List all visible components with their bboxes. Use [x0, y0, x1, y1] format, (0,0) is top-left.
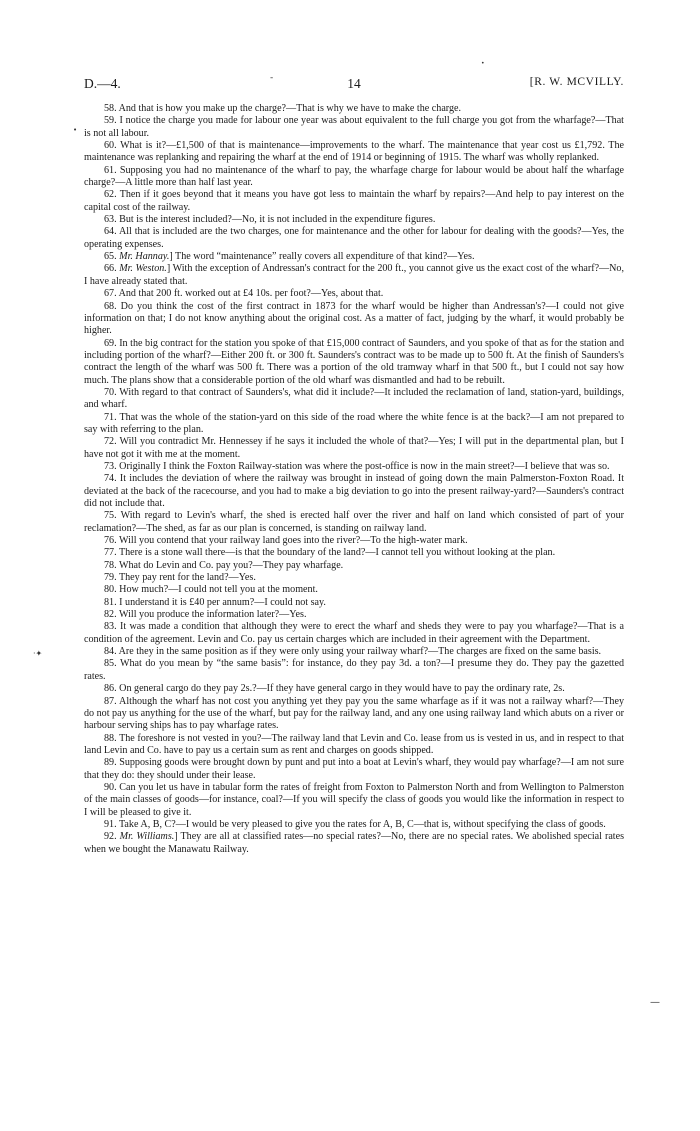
- paragraph-text: All that is included are the two charges, one for maintenance and the other for labour for dealing with the goods?—Yes, the operating expenses.: [84, 226, 624, 250]
- question-number: 61.: [104, 164, 117, 176]
- transcript-paragraph: [84, 140, 624, 165]
- question-number: 77.: [104, 547, 117, 559]
- page-header: [84, 76, 624, 92]
- question-number: 75.: [104, 510, 117, 522]
- question-number: 79.: [104, 572, 117, 584]
- question-number: 74.: [104, 473, 117, 485]
- transcript-paragraph: [84, 646, 624, 658]
- question-number: 66.: [104, 263, 117, 275]
- paragraph-text: What is it?—£1,500 of that is maintenance—improvements to the wharf. The maintenance that year cost us £1,792. The maintenance was replanking and repairing the wharf at the end of 1914 or beginning of 1915. The wharf was wholly replanked.: [84, 140, 624, 164]
- speaker-name: Mr. Weston.: [119, 263, 167, 275]
- question-number: 89.: [104, 757, 117, 769]
- question-number: 65.: [104, 251, 117, 263]
- paragraph-text: I understand it is £40 per annum?—I could not say.: [119, 596, 326, 608]
- question-number: 84.: [104, 646, 117, 658]
- speaker-name: Mr. Hannay.: [119, 251, 170, 263]
- paragraph-text: Although the wharf has not cost you anything yet they pay you the same wharfage as if it was not a railway wharf?—They do not pay us anything for the use of the wharf, but pay for the railway land, and any one using railway land which abuts on a river or harbour serving ships has to pay wharfage rates.: [84, 695, 624, 732]
- question-number: 69.: [104, 337, 117, 349]
- speaker-name: Mr. Williams.: [119, 831, 175, 843]
- margin-mark: -: [270, 73, 274, 83]
- transcript-paragraph: [84, 597, 624, 609]
- margin-mark: —: [650, 997, 660, 1008]
- question-number: 78.: [104, 559, 117, 571]
- paragraph-text: Supposing you had no maintenance of the wharf to pay, the wharfage charge for labour would be about half the wharfage charge?—A little more than half last year.: [84, 164, 624, 189]
- paragraph-text: Will you contend that your railway land goes into the river?—To the high-water mark.: [118, 535, 468, 547]
- question-number: 83.: [104, 621, 117, 633]
- transcript-paragraph: [84, 103, 624, 115]
- paragraph-text: On general cargo do they pay 2s.?—If they have general cargo in they would have to pay the ordinary rate, 2s.: [119, 683, 565, 695]
- question-number: 70.: [104, 386, 117, 398]
- transcript-paragraph: [84, 782, 624, 819]
- transcript-paragraph: [84, 436, 624, 461]
- transcript-body: [84, 103, 624, 856]
- paragraph-text: How much?—I could not tell you at the moment.: [119, 584, 318, 596]
- transcript-paragraph: [84, 560, 624, 572]
- transcript-paragraph: [84, 535, 624, 547]
- witness-name: [R. W. MCVILLY.: [529, 76, 624, 88]
- paragraph-text: I notice the charge you made for labour one year was about equivalent to the full charge you got from the wharfage?—That is not all labour.: [84, 115, 624, 139]
- transcript-paragraph: [84, 547, 624, 559]
- paragraph-text: And that is how you make up the charge?—That is why we have to make the charge.: [118, 103, 462, 114]
- page-number: 14: [347, 76, 361, 91]
- transcript-paragraph: [84, 683, 624, 695]
- question-number: 64.: [104, 226, 117, 238]
- paragraph-text: Do you think the cost of the first contract in 1873 for the wharf would be higher than Andressan's?—I could not give information on that; I do not know anything about the original cost. As a matter of fact, judging by the wharf, it would probably be higher.: [84, 300, 624, 337]
- transcript-paragraph: [84, 288, 624, 300]
- transcript-paragraph: [84, 658, 624, 683]
- question-number: 91.: [104, 818, 117, 830]
- question-number: 60.: [104, 140, 117, 152]
- paragraph-text: Take A, B, C?—I would be very pleased to give you the rates for A, B, C—that is, without specifying the class of goods.: [118, 818, 606, 830]
- paragraph-text: It includes the deviation of where the railway was brought in instead of going down the main Palmerston-Foxton Road. It deviated at the back of the racecourse, and you had to make a big deviation to go into the present railway-yard?—Saunders's contract did not include that.: [84, 473, 624, 509]
- transcript-paragraph: [84, 609, 624, 621]
- transcript-paragraph: [84, 757, 624, 782]
- paragraph-text: They pay rent for the land?—Yes.: [118, 572, 256, 584]
- transcript-paragraph: [84, 510, 624, 535]
- transcript-paragraph: [84, 696, 624, 733]
- paragraph-text: Supposing goods were brought down by punt and put into a boat at Levin's wharf, they would pay wharfage?—I am not sure that they do: they should under their lease.: [84, 757, 624, 781]
- paragraph-text: What do you mean by “the same basis”: for instance, do they pay 3d. a ton?—I presume they do. They pay the gazetted rates.: [84, 658, 625, 682]
- question-number: 80.: [104, 584, 117, 596]
- paragraph-text: They are all at classified rates—no special rates?—No, there are no special rates. We abolished special rates when we bought the Manawatu Railway.: [84, 831, 625, 855]
- question-number: 90.: [104, 781, 117, 793]
- question-number: 87.: [104, 695, 117, 707]
- question-number: 68.: [104, 300, 117, 312]
- transcript-paragraph: [84, 584, 624, 596]
- transcript-paragraph: [84, 189, 624, 214]
- transcript-paragraph: [84, 387, 624, 412]
- paragraph-text: The word “maintenance” really covers all expenditure of that kind?—Yes.: [175, 251, 475, 263]
- paragraph-text: Then if it goes beyond that it means you have got less to maintain the wharf by repairs?—And help to pay interest on the capital cost of the railway.: [84, 189, 625, 213]
- question-number: 63.: [104, 214, 117, 226]
- question-number: 92.: [104, 831, 117, 843]
- transcript-paragraph: [84, 572, 624, 584]
- margin-mark: •: [73, 126, 78, 134]
- question-number: 85.: [104, 658, 117, 670]
- paragraph-text: The foreshore is not vested in you?—The railway land that Levin and Co. lease from us is vested in us, and in respect to that land Levin and Co. have to pay us a certain sum as rent and charges on goods shipped.: [84, 732, 625, 756]
- transcript-paragraph: [84, 301, 624, 338]
- transcript-paragraph: 66. Mr. Weston.] With the exception of Andressan's contract for the 200 ft., you cannot give us the exact cost of the wharf?—No, I have already stated that.: [84, 263, 624, 287]
- question-number: 58.: [104, 103, 117, 114]
- paragraph-text: What do Levin and Co. pay you?—They pay wharfage.: [118, 559, 344, 571]
- paragraph-text: Originally I think the Foxton Railway-station was where the post-office is now in the main street?—I believe that was so.: [119, 460, 610, 472]
- paragraph-text: With regard to Levin's wharf, the shed is erected half over the river and half on land which consisted of part of your reclamation?—The shed, as far as our plan is concerned, is standing on railway land.: [84, 510, 625, 534]
- question-number: 76.: [104, 535, 117, 547]
- paragraph-text: There is a stone wall there—is that the boundary of the land?—I cannot tell you without looking at the plan.: [118, 547, 556, 559]
- paragraph-text: That was the whole of the station-yard on this side of the road where the white fence is at the back?—I am not prepared to say with referring to the plan.: [84, 411, 624, 435]
- question-number: 81.: [104, 596, 117, 608]
- transcript-paragraph: 65. Mr. Hannay.] The word “maintenance” really covers all expenditure of that kind?—Yes.: [104, 251, 475, 263]
- transcript-paragraph: [84, 473, 624, 510]
- paragraph-text: In the big contract for the station you spoke of that £15,000 contract of Saunders, and you spoke of that as for the station and including portion of the wharf?—Either 200 ft. or 300 ft. Saunders's contract was to be made up to 500 ft. At the finish of Saunders's contract the length of the wharf was 500 ft. There was a portion of the old tramway wharf in that 500 ft., but I could not say how much. The plans show that a considerable portion of the old wharf was dismantled and had to be rebuilt.: [84, 337, 624, 386]
- paragraph-text: It was made a condition that although they were to erect the wharf and sheds they were to pay you wharfage?—That is a condition of the agreement. Levin and Co. pay us certain charges which are included in their agreement with the Department.: [84, 621, 624, 645]
- margin-mark: •: [481, 60, 485, 67]
- document-code: D.—4.: [84, 76, 121, 91]
- transcript-paragraph: [84, 412, 624, 437]
- paragraph-text: But is the interest included?—No, it is not included in the expenditure figures.: [119, 214, 436, 226]
- transcript-paragraph: [84, 621, 624, 646]
- question-number: 62.: [104, 189, 117, 201]
- paragraph-text: Will you contradict Mr. Hennessey if he says it included the whole of that?—Yes; I will put in the departmental plan, but I have not got it with me at the moment.: [84, 436, 624, 460]
- transcript-paragraph: [84, 214, 624, 226]
- question-number: 72.: [104, 436, 117, 448]
- paragraph-text: With regard to that contract of Saunders's, what did it include?—It included the reclamation of land, station-yard, buildings, and wharf.: [84, 386, 625, 411]
- question-number: 86.: [104, 683, 117, 695]
- question-number: 88.: [104, 732, 117, 744]
- transcript-paragraph: [84, 226, 624, 251]
- paragraph-text: And that 200 ft. worked out at £4 10s. per foot?—Yes, about that.: [118, 288, 384, 300]
- transcript-paragraph: [84, 165, 624, 190]
- paragraph-text: Will you produce the information later?—Yes.: [118, 609, 307, 621]
- question-number: 82.: [104, 609, 117, 621]
- question-number: 73.: [104, 460, 117, 472]
- transcript-paragraph: [84, 461, 624, 473]
- question-number: 71.: [104, 411, 117, 423]
- transcript-paragraph: [84, 338, 624, 387]
- question-number: 59.: [104, 115, 117, 127]
- paragraph-text: Can you let us have in tabular form the rates of freight from Foxton to Palmerston North and from Wellington to Palmerston of the main classes of goods—for instance, coal?—If you will specify the class of goods you would like the information in respect to I will be pleased to give it.: [84, 781, 624, 818]
- question-number: 67.: [104, 288, 117, 300]
- margin-mark: ·✦: [33, 649, 43, 658]
- transcript-paragraph: [84, 819, 624, 831]
- transcript-paragraph: 92. Mr. Williams.] They are all at classified rates—no special rates?—No, there are no special rates. We abolished special rates when we bought the Manawatu Railway.: [84, 831, 625, 855]
- transcript-paragraph: [84, 115, 624, 140]
- paragraph-text: With the exception of Andressan's contract for the 200 ft., you cannot give us the exact cost of the wharf?—No, I have already stated that.: [84, 263, 624, 287]
- paragraph-text: Are they in the same position as if they were only using your railway wharf?—The charges are fixed on the same basis.: [118, 646, 602, 658]
- transcript-paragraph: [84, 733, 624, 758]
